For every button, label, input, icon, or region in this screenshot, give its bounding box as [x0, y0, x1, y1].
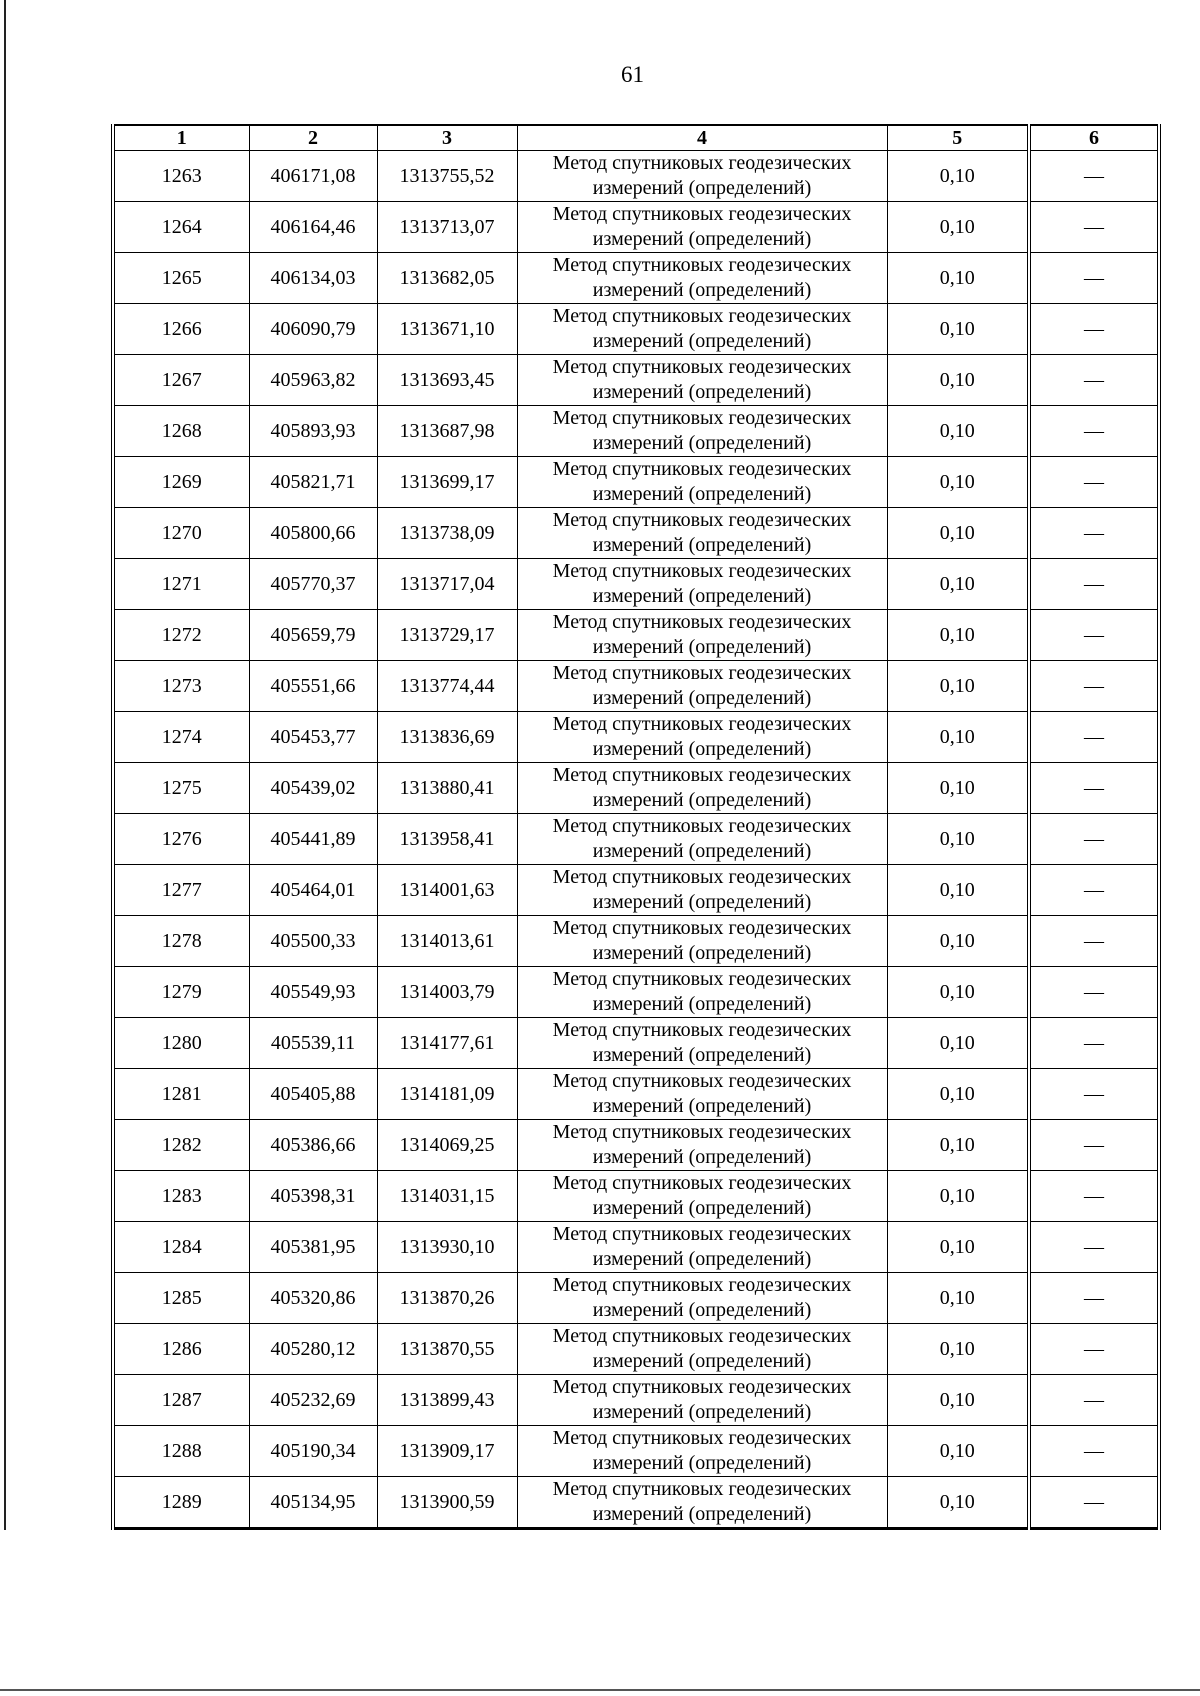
accuracy-cell: 0,10: [887, 559, 1029, 610]
accuracy-cell: 0,10: [887, 1018, 1029, 1069]
table-row: [113, 1222, 1159, 1273]
method-line-2: измерений (определений): [592, 483, 812, 505]
coordinates-table: [111, 124, 1161, 1530]
method-line-2: измерений (определений): [592, 1452, 812, 1474]
method-line-1: Метод спутниковых геодезических: [552, 203, 852, 225]
accuracy-cell: 0,10: [887, 202, 1029, 253]
table-row: [113, 1324, 1159, 1375]
y-coordinate-cell: 1313693,45: [377, 355, 517, 406]
method-line-2: измерений (определений): [592, 279, 812, 301]
y-coordinate-cell: 1314181,09: [377, 1069, 517, 1120]
point-number-cell: 1288: [113, 1426, 249, 1477]
y-coordinate-cell: 1313717,04: [377, 559, 517, 610]
table-row: [113, 457, 1159, 508]
y-coordinate-cell: 1313682,05: [377, 253, 517, 304]
x-coordinate-cell: 405320,86: [249, 1273, 377, 1324]
point-number-cell: 1281: [113, 1069, 249, 1120]
table-row: [113, 967, 1159, 1018]
table-row: [113, 151, 1159, 202]
point-number-cell: 1274: [113, 712, 249, 763]
method-line-2: измерений (определений): [592, 840, 812, 862]
note-cell: —: [1029, 610, 1159, 661]
point-number-cell: 1273: [113, 661, 249, 712]
method-line-2: измерений (определений): [592, 381, 812, 403]
point-number-cell: 1267: [113, 355, 249, 406]
x-coordinate-cell: 405800,66: [249, 508, 377, 559]
method-line-1: Метод спутниковых геодезических: [552, 662, 852, 684]
x-coordinate-cell: 405398,31: [249, 1171, 377, 1222]
y-coordinate-cell: 1313713,07: [377, 202, 517, 253]
method-cell: [517, 712, 887, 763]
table-row: [113, 916, 1159, 967]
note-cell: —: [1029, 1120, 1159, 1171]
y-coordinate-cell: 1313880,41: [377, 763, 517, 814]
point-number-cell: 1283: [113, 1171, 249, 1222]
x-coordinate-cell: 405539,11: [249, 1018, 377, 1069]
y-coordinate-cell: 1313870,55: [377, 1324, 517, 1375]
y-coordinate-cell: 1313870,26: [377, 1273, 517, 1324]
table-row: [113, 1375, 1159, 1426]
point-number-cell: 1272: [113, 610, 249, 661]
y-coordinate-cell: 1313899,43: [377, 1375, 517, 1426]
note-cell: —: [1029, 1222, 1159, 1273]
method-line-2: измерений (определений): [592, 993, 812, 1015]
note-cell: —: [1029, 202, 1159, 253]
method-line-2: измерений (определений): [592, 432, 812, 454]
method-line-2: измерений (определений): [592, 942, 812, 964]
y-coordinate-cell: 1313836,69: [377, 712, 517, 763]
point-number-cell: 1266: [113, 304, 249, 355]
note-cell: —: [1029, 1426, 1159, 1477]
point-number-cell: 1280: [113, 1018, 249, 1069]
method-line-1: Метод спутниковых геодезических: [552, 1427, 852, 1449]
method-line-1: Метод спутниковых геодезических: [552, 764, 852, 786]
method-line-1: Метод спутниковых геодезических: [552, 1274, 852, 1296]
note-cell: —: [1029, 967, 1159, 1018]
note-cell: —: [1029, 1375, 1159, 1426]
accuracy-cell: 0,10: [887, 1477, 1029, 1529]
y-coordinate-cell: 1314177,61: [377, 1018, 517, 1069]
method-line-1: Метод спутниковых геодезических: [552, 254, 852, 276]
point-number-cell: 1278: [113, 916, 249, 967]
note-cell: —: [1029, 763, 1159, 814]
accuracy-cell: 0,10: [887, 610, 1029, 661]
method-line-1: Метод спутниковых геодезических: [552, 560, 852, 582]
table-row: [113, 304, 1159, 355]
scan-bottom-edge: [0, 1689, 1200, 1691]
y-coordinate-cell: 1313909,17: [377, 1426, 517, 1477]
method-line-1: Метод спутниковых геодезических: [552, 1478, 852, 1500]
method-line-1: Метод спутниковых геодезических: [552, 1070, 852, 1092]
accuracy-cell: 0,10: [887, 1375, 1029, 1426]
x-coordinate-cell: 405770,37: [249, 559, 377, 610]
point-number-cell: 1275: [113, 763, 249, 814]
method-cell: [517, 1375, 887, 1426]
note-cell: —: [1029, 814, 1159, 865]
method-line-2: измерений (определений): [592, 1503, 812, 1525]
header-row: [113, 125, 1159, 151]
x-coordinate-cell: 405453,77: [249, 712, 377, 763]
method-cell: [517, 1171, 887, 1222]
note-cell: —: [1029, 355, 1159, 406]
accuracy-cell: 0,10: [887, 1324, 1029, 1375]
x-coordinate-cell: 405893,93: [249, 406, 377, 457]
method-cell: [517, 814, 887, 865]
note-cell: —: [1029, 712, 1159, 763]
note-cell: —: [1029, 559, 1159, 610]
table-row: [113, 712, 1159, 763]
method-line-2: измерений (определений): [592, 1248, 812, 1270]
table-row: [113, 406, 1159, 457]
method-cell: [517, 1018, 887, 1069]
x-coordinate-cell: 405441,89: [249, 814, 377, 865]
method-line-1: Метод спутниковых геодезических: [552, 1325, 852, 1347]
point-number-cell: 1276: [113, 814, 249, 865]
accuracy-cell: 0,10: [887, 1120, 1029, 1171]
accuracy-cell: 0,10: [887, 1069, 1029, 1120]
method-line-2: измерений (определений): [592, 636, 812, 658]
method-cell: [517, 1069, 887, 1120]
x-coordinate-cell: 405963,82: [249, 355, 377, 406]
x-coordinate-cell: 405500,33: [249, 916, 377, 967]
note-cell: —: [1029, 916, 1159, 967]
x-coordinate-cell: 406164,46: [249, 202, 377, 253]
method-cell: [517, 406, 887, 457]
method-line-2: измерений (определений): [592, 1146, 812, 1168]
x-coordinate-cell: 405386,66: [249, 1120, 377, 1171]
column-header: 6: [1029, 125, 1159, 151]
y-coordinate-cell: 1313755,52: [377, 151, 517, 202]
x-coordinate-cell: 405190,34: [249, 1426, 377, 1477]
method-cell: [517, 1222, 887, 1273]
point-number-cell: 1287: [113, 1375, 249, 1426]
table-row: [113, 661, 1159, 712]
method-cell: [517, 1273, 887, 1324]
accuracy-cell: 0,10: [887, 457, 1029, 508]
note-cell: —: [1029, 1273, 1159, 1324]
y-coordinate-cell: 1313738,09: [377, 508, 517, 559]
column-header: 2: [249, 125, 377, 151]
table-row: [113, 814, 1159, 865]
table-row: [113, 1171, 1159, 1222]
method-cell: [517, 967, 887, 1018]
point-number-cell: 1270: [113, 508, 249, 559]
method-line-2: измерений (определений): [592, 1095, 812, 1117]
column-header: 5: [887, 125, 1029, 151]
y-coordinate-cell: 1313729,17: [377, 610, 517, 661]
method-line-1: Метод спутниковых геодезических: [552, 1172, 852, 1194]
x-coordinate-cell: 405821,71: [249, 457, 377, 508]
table-row: [113, 763, 1159, 814]
accuracy-cell: 0,10: [887, 253, 1029, 304]
y-coordinate-cell: 1313774,44: [377, 661, 517, 712]
point-number-cell: 1285: [113, 1273, 249, 1324]
method-line-1: Метод спутниковых геодезических: [552, 1019, 852, 1041]
point-number-cell: 1282: [113, 1120, 249, 1171]
note-cell: —: [1029, 661, 1159, 712]
x-coordinate-cell: 405439,02: [249, 763, 377, 814]
point-number-cell: 1265: [113, 253, 249, 304]
method-cell: [517, 1477, 887, 1529]
point-number-cell: 1269: [113, 457, 249, 508]
note-cell: —: [1029, 1018, 1159, 1069]
x-coordinate-cell: 405232,69: [249, 1375, 377, 1426]
method-line-1: Метод спутниковых геодезических: [552, 152, 852, 174]
accuracy-cell: 0,10: [887, 1222, 1029, 1273]
method-line-1: Метод спутниковых геодезических: [552, 1223, 852, 1245]
method-line-2: измерений (определений): [592, 177, 812, 199]
table-row: [113, 865, 1159, 916]
page-number: 61: [621, 62, 644, 87]
method-line-1: Метод спутниковых геодезических: [552, 917, 852, 939]
method-cell: [517, 610, 887, 661]
accuracy-cell: 0,10: [887, 814, 1029, 865]
method-line-2: измерений (определений): [592, 1299, 812, 1321]
column-header: 3: [377, 125, 517, 151]
method-line-1: Метод спутниковых геодезических: [552, 458, 852, 480]
table-row: [113, 1273, 1159, 1324]
note-cell: —: [1029, 457, 1159, 508]
method-line-2: измерений (определений): [592, 1350, 812, 1372]
x-coordinate-cell: 406134,03: [249, 253, 377, 304]
note-cell: —: [1029, 151, 1159, 202]
note-cell: —: [1029, 865, 1159, 916]
point-number-cell: 1264: [113, 202, 249, 253]
y-coordinate-cell: 1313671,10: [377, 304, 517, 355]
method-cell: [517, 202, 887, 253]
accuracy-cell: 0,10: [887, 661, 1029, 712]
note-cell: —: [1029, 406, 1159, 457]
table-row: [113, 610, 1159, 661]
y-coordinate-cell: 1314031,15: [377, 1171, 517, 1222]
point-number-cell: 1289: [113, 1477, 249, 1529]
table-row: [113, 1120, 1159, 1171]
x-coordinate-cell: 405381,95: [249, 1222, 377, 1273]
method-line-2: измерений (определений): [592, 330, 812, 352]
point-number-cell: 1268: [113, 406, 249, 457]
table-row: [113, 1018, 1159, 1069]
method-line-1: Метод спутниковых геодезических: [552, 1121, 852, 1143]
accuracy-cell: 0,10: [887, 406, 1029, 457]
accuracy-cell: 0,10: [887, 304, 1029, 355]
method-line-2: измерений (определений): [592, 585, 812, 607]
x-coordinate-cell: 405659,79: [249, 610, 377, 661]
point-number-cell: 1277: [113, 865, 249, 916]
table-row: [113, 202, 1159, 253]
method-line-2: измерений (определений): [592, 687, 812, 709]
accuracy-cell: 0,10: [887, 1426, 1029, 1477]
note-cell: —: [1029, 253, 1159, 304]
method-cell: [517, 1120, 887, 1171]
method-line-1: Метод спутниковых геодезических: [552, 611, 852, 633]
method-line-2: измерений (определений): [592, 789, 812, 811]
method-line-1: Метод спутниковых геодезических: [552, 509, 852, 531]
note-cell: —: [1029, 508, 1159, 559]
method-cell: [517, 457, 887, 508]
accuracy-cell: 0,10: [887, 151, 1029, 202]
method-line-1: Метод спутниковых геодезических: [552, 305, 852, 327]
point-number-cell: 1263: [113, 151, 249, 202]
method-cell: [517, 1426, 887, 1477]
method-cell: [517, 253, 887, 304]
x-coordinate-cell: 405405,88: [249, 1069, 377, 1120]
point-number-cell: 1279: [113, 967, 249, 1018]
method-line-1: Метод спутниковых геодезических: [552, 815, 852, 837]
method-line-1: Метод спутниковых геодезических: [552, 407, 852, 429]
y-coordinate-cell: 1313900,59: [377, 1477, 517, 1529]
method-cell: [517, 661, 887, 712]
accuracy-cell: 0,10: [887, 763, 1029, 814]
accuracy-cell: 0,10: [887, 1273, 1029, 1324]
method-cell: [517, 151, 887, 202]
table-row: [113, 1069, 1159, 1120]
method-cell: [517, 763, 887, 814]
method-line-2: измерений (определений): [592, 1044, 812, 1066]
method-line-2: измерений (определений): [592, 534, 812, 556]
method-line-2: измерений (определений): [592, 1401, 812, 1423]
x-coordinate-cell: 406171,08: [249, 151, 377, 202]
accuracy-cell: 0,10: [887, 967, 1029, 1018]
method-line-1: Метод спутниковых геодезических: [552, 713, 852, 735]
method-cell: [517, 1324, 887, 1375]
y-coordinate-cell: 1314013,61: [377, 916, 517, 967]
point-number-cell: 1271: [113, 559, 249, 610]
method-line-1: Метод спутниковых геодезических: [552, 968, 852, 990]
method-cell: [517, 304, 887, 355]
method-line-1: Метод спутниковых геодезических: [552, 866, 852, 888]
method-cell: [517, 559, 887, 610]
method-line-2: измерений (определений): [592, 1197, 812, 1219]
scan-left-edge: [4, 0, 6, 1530]
point-number-cell: 1284: [113, 1222, 249, 1273]
column-header: 4: [517, 125, 887, 151]
note-cell: —: [1029, 304, 1159, 355]
accuracy-cell: 0,10: [887, 916, 1029, 967]
method-line-2: измерений (определений): [592, 891, 812, 913]
accuracy-cell: 0,10: [887, 355, 1029, 406]
point-number-cell: 1286: [113, 1324, 249, 1375]
column-header: 1: [113, 125, 249, 151]
y-coordinate-cell: 1314001,63: [377, 865, 517, 916]
method-cell: [517, 916, 887, 967]
method-cell: [517, 865, 887, 916]
table-row: [113, 508, 1159, 559]
method-cell: [517, 508, 887, 559]
method-cell: [517, 355, 887, 406]
x-coordinate-cell: 406090,79: [249, 304, 377, 355]
method-line-2: измерений (определений): [592, 738, 812, 760]
accuracy-cell: 0,10: [887, 508, 1029, 559]
accuracy-cell: 0,10: [887, 1171, 1029, 1222]
accuracy-cell: 0,10: [887, 865, 1029, 916]
method-line-1: Метод спутниковых геодезических: [552, 356, 852, 378]
x-coordinate-cell: 405280,12: [249, 1324, 377, 1375]
note-cell: —: [1029, 1324, 1159, 1375]
note-cell: —: [1029, 1477, 1159, 1529]
table-row: [113, 1426, 1159, 1477]
table-row: [113, 253, 1159, 304]
method-line-1: Метод спутниковых геодезических: [552, 1376, 852, 1398]
method-line-2: измерений (определений): [592, 228, 812, 250]
table-body: [113, 151, 1159, 1529]
table-row: [113, 1477, 1159, 1529]
y-coordinate-cell: 1313687,98: [377, 406, 517, 457]
y-coordinate-cell: 1313958,41: [377, 814, 517, 865]
y-coordinate-cell: 1314069,25: [377, 1120, 517, 1171]
x-coordinate-cell: 405134,95: [249, 1477, 377, 1529]
y-coordinate-cell: 1313699,17: [377, 457, 517, 508]
y-coordinate-cell: 1314003,79: [377, 967, 517, 1018]
table-row: [113, 559, 1159, 610]
accuracy-cell: 0,10: [887, 712, 1029, 763]
note-cell: —: [1029, 1069, 1159, 1120]
x-coordinate-cell: 405464,01: [249, 865, 377, 916]
y-coordinate-cell: 1313930,10: [377, 1222, 517, 1273]
x-coordinate-cell: 405549,93: [249, 967, 377, 1018]
x-coordinate-cell: 405551,66: [249, 661, 377, 712]
note-cell: —: [1029, 1171, 1159, 1222]
table-row: [113, 355, 1159, 406]
